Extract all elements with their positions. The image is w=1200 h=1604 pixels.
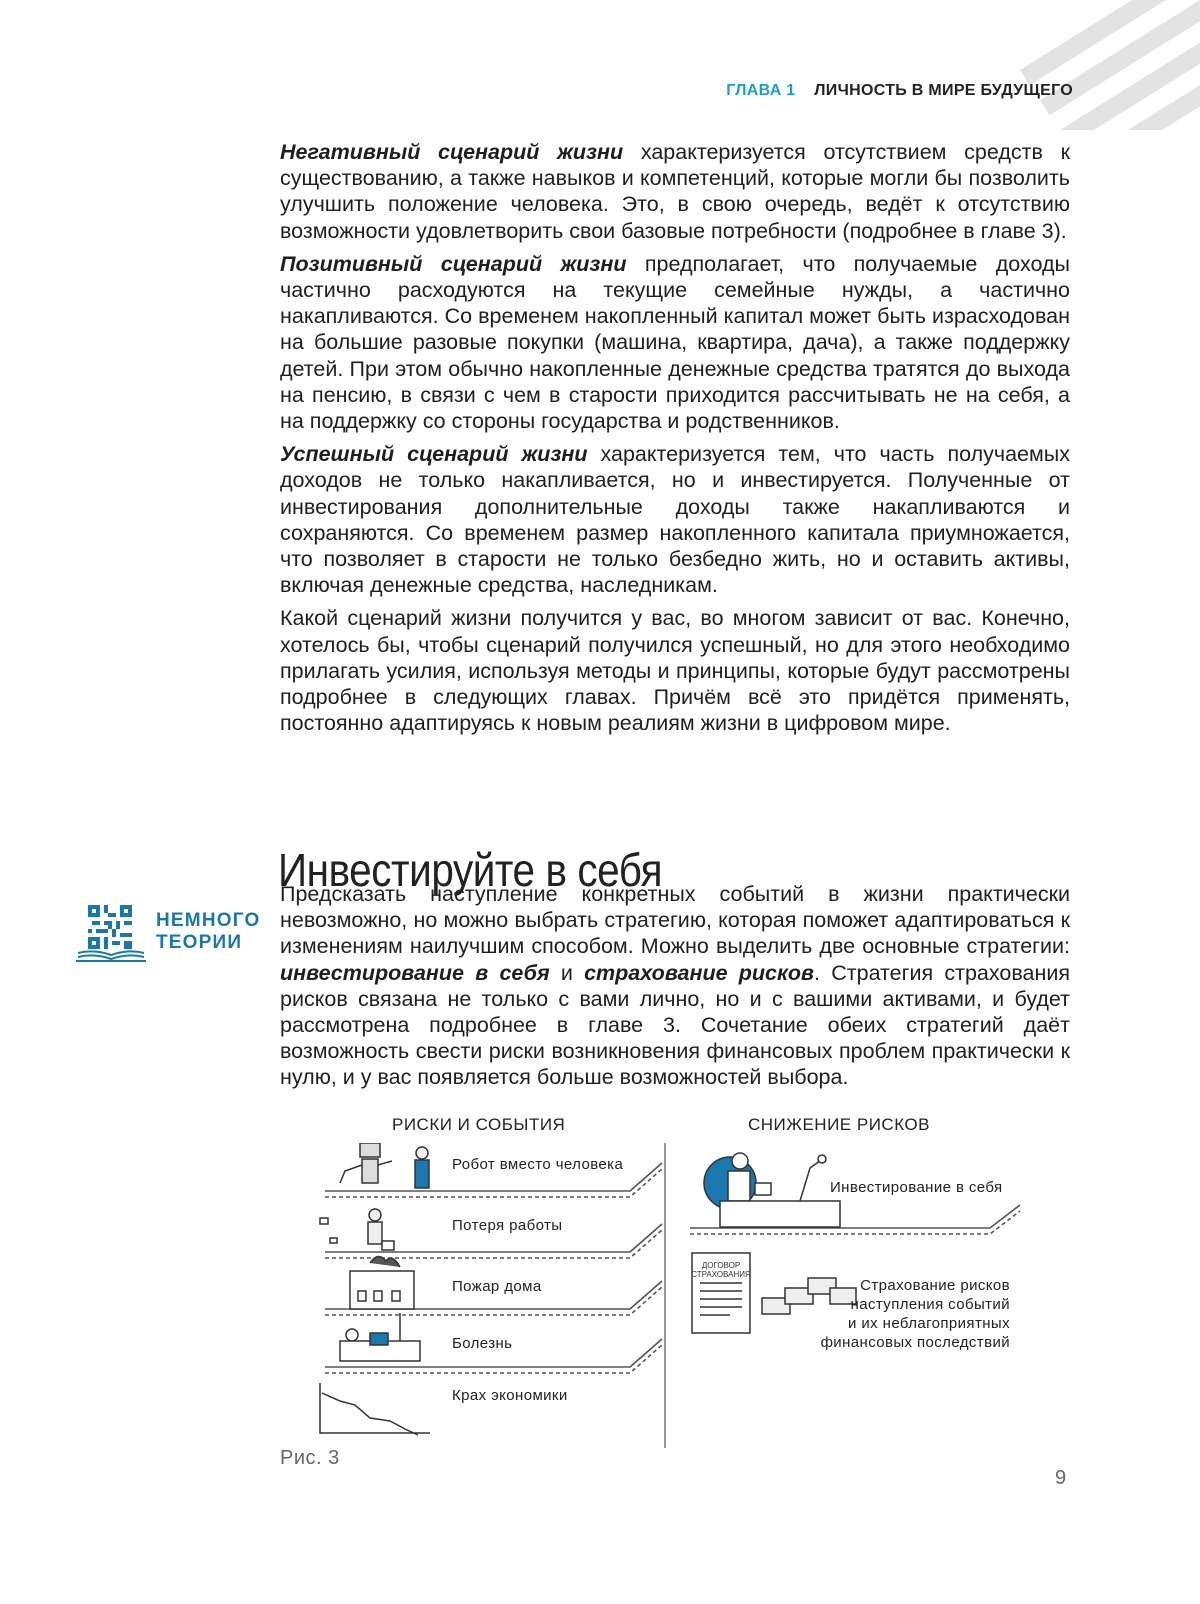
risk-label-fire: Пожар дома xyxy=(452,1278,542,1295)
figure-left-heading: РИСКИ И СОБЫТИЯ xyxy=(392,1115,566,1134)
term-insurance: страхование рисков xyxy=(584,960,815,985)
paragraph-positive-text: предполагает, что получаемые доходы частично расходуются на текущие семейные нужды, а частично накапливаются. Со временем накопленный капитал может быть израсходован на большие разовые покупки (машина, квартира, дача), а также поддержку детей. При этом обычно накопленные денежные средства тратятся до выхода на пенсию, в связи с чем в старости приходится рассчитывать не на себя, а на поддержку со стороны государства и родственников. xyxy=(280,251,1070,434)
paragraph-positive xyxy=(280,251,1070,434)
doc-title-line1: ДОГОВОР xyxy=(701,1261,741,1270)
paragraph-negative-text: характеризуется отсутствием средств к существованию, а также навыков и компетенций, которые могли бы позволить улучшить положение человека. Это, в свою очередь, ведёт к отсутствию возможности удовлетворить свои базовые потребности (подробнее в главе 3). xyxy=(280,140,1070,243)
economy-crash-icon xyxy=(320,1383,430,1435)
theory-sidebar xyxy=(76,905,261,965)
paragraph-which: Какой сценарий жизни получится у вас, во многом зависит от вас. Конечно, хотелось бы, чтобы сценарий получился успешный, но для этого необходимо прилагать усилия, используя методы и принципы, которые будут рассмотрены подробнее в следующих главах. Причём всё это придётся применять, постоянно адаптируясь к новым реалиям жизни в цифровом мире. xyxy=(280,606,1070,736)
body-text-top xyxy=(280,139,1070,743)
paragraph-successful-text: характеризуется тем, что часть получаемых доходов не только накапливается, но и инвестируется. Полученные от инвестирования дополнительные доходы также накапливаются и сохраняются. Со временем размер накопленного капитала приумножается, что позволяет в старости не только безбедно жить, но и оставить активы, включая денежные средства, наследникам. xyxy=(280,442,1070,598)
section-title: Инвестируйте в себя xyxy=(278,844,663,896)
figure-risks xyxy=(300,1115,1080,1475)
corner-stripes-decoration xyxy=(1000,0,1200,130)
robot-icon xyxy=(340,1143,392,1183)
risk-label-job-loss: Потеря работы xyxy=(452,1217,563,1234)
doc-title-line2: СТРАХОВАНИЯ xyxy=(691,1270,751,1279)
term-invest-self: инвестирование в себя xyxy=(280,960,550,985)
risk-label-crash: Крах экономики xyxy=(452,1387,568,1404)
figure-right-heading: СНИЖЕНИЕ РИСКОВ xyxy=(748,1115,930,1134)
chapter-title: ЛИЧНОСТЬ В МИРЕ БУДУЩЕГО xyxy=(814,82,1073,99)
chapter-number: ГЛАВА 1 xyxy=(726,82,796,99)
page-number: 9 xyxy=(1055,1467,1067,1489)
mitigation-label-self: Инвестирование в себя xyxy=(830,1179,1003,1196)
body-text-section xyxy=(280,881,1070,1098)
book-icon xyxy=(76,947,146,963)
theory-label xyxy=(156,910,260,954)
mitigation-label-insurance: Страхование рисков наступления событий и их неблагоприятных финансовых последствий xyxy=(820,1277,1010,1351)
qr-code-icon xyxy=(88,905,132,949)
term-negative: Негативный сценарий жизни xyxy=(280,140,624,164)
theory-label-line2: ТЕОРИИ xyxy=(156,932,243,953)
theory-label-line1: НЕМНОГО xyxy=(156,910,261,931)
paragraph-strategies: Предсказать наступление конкретных событий в жизни практически невозможно, но можно выбрать стратегию, которая поможет адаптироваться к изменениям наилучшим способом. Можно выделить две основные стратегии: инвестирование в себя и страхование рисков. Стратегия страхования рисков связана не только с вами лично, но и с вашими активами, и будет рассмотрена подробнее в главе 3. Сочетание обеих стратегий даёт возможность свести риски возникновения финансовых проблем практически к нулю, и у вас появляется больше возможностей выбора. xyxy=(280,882,1070,1090)
burning-house-icon xyxy=(350,1256,414,1309)
lost-job-icon xyxy=(320,1209,394,1250)
paragraph-negative xyxy=(280,139,1070,244)
risk-label-robot: Робот вместо человека xyxy=(452,1156,624,1173)
running-header xyxy=(726,82,1073,100)
paragraph-successful xyxy=(280,441,1070,598)
sick-person-icon xyxy=(340,1313,420,1361)
term-successful: Успешный сценарий жизни xyxy=(280,442,588,467)
worker-icon xyxy=(415,1147,429,1188)
risk-label-illness: Болезнь xyxy=(452,1335,513,1352)
term-positive: Позитивный сценарий жизни xyxy=(280,251,627,276)
person-at-desk-icon xyxy=(704,1153,840,1227)
figure-caption: Рис. 3 xyxy=(280,1447,340,1469)
